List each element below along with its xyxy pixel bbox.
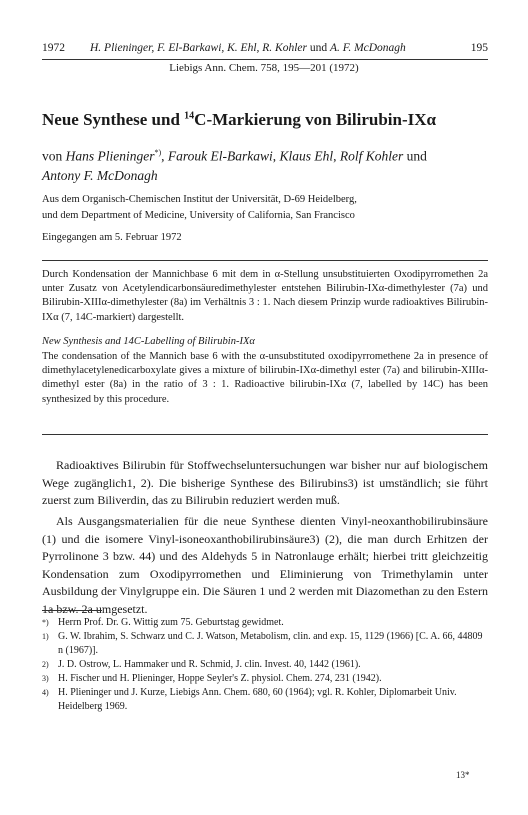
body-paragraph: Als Ausgangsmaterialien für die neue Synthese dienten Vinyl-neoxanthobilirubinsäure (1) und die isomere Vinyl-isoneoxanthobilirubinsäure3) (2), die man durch Erhitzen der Pyrrolinone 3 bzw. 44) und des Aldehyds 5 in Natronlauge erhält; hierbei tritt gleichzeitig Kondensation zum Oxodipyrromethen und Eliminierung von Trimethylamin unter Ausbildung der Vinylgruppe ein. Die Säuren 1 und 2 werden mit Diazomethan zu den Estern 1a bzw. 2a umgesetzt. xyxy=(42,514,488,616)
author-byline: von Hans Plieninger*), Farouk El-Barkawi, Klaus Ehl, Rolf Kohler und Antony F. McDonagh xyxy=(42,148,427,183)
footnote: 4) H. Plieninger und J. Kurze, Liebigs Ann. Chem. 680, 60 (1964); vgl. R. Kohler, Diplomarbeit Univ. Heidelberg 1969. xyxy=(42,687,457,712)
footnote: 3) H. Fischer und H. Plieninger, Hoppe Seyler's Z. physiol. Chem. 274, 231 (1942). xyxy=(42,673,382,684)
abstract-german: Durch Kondensation der Mannichbase 6 mit dem in α-Stellung unsubstituierten Oxodipyrromethen 2a unter Zusatz von Acetylendicarbonsäuredimethylester entstehen Bilirubin-IXα-dimethylester (7a) und Bilirubin-XIIIα-dimethylester (8a) im Verhältnis 3 : 1. Nach diesem Prinzip wurde radioaktives Bilirubin-IXα (7, 14C-markiert) dargestellt. xyxy=(42,269,488,323)
affiliation: Aus dem Organisch-Chemischen Institut der Universität, D-69 Heidelberg, und dem Department of Medicine, University of California, San Francisco xyxy=(42,194,357,221)
footnote: 1) G. W. Ibrahim, S. Schwarz und C. J. Watson, Metabolism, clin. and exp. 15, 1129 (1966) [C. A. 66, 44809 n (1967)]. xyxy=(42,631,483,656)
author-name: Antony F. McDonagh xyxy=(42,167,158,183)
received-date: Eingegangen am 5. Februar 1972 xyxy=(42,232,182,243)
body-paragraph: Radioaktives Bilirubin für Stoffwechseluntersuchungen war bisher nur auf biologischem Wege zugänglich1, 2). Die bisherige Synthese des Bilirubins3) ist umständlich; sie führt zuerst zum Biliverdin, das zu Bilirubin reduziert werden muß. xyxy=(42,458,488,507)
author-name: Rolf Kohler xyxy=(339,148,404,164)
abstract-rule-top xyxy=(42,260,488,261)
footnotes xyxy=(42,616,488,714)
abstract-english: The condensation of the Mannich base 6 with the α-unsubstituted oxodipyrromethene 2a in presence of dimethylacetylenedicarboxylate gives a mixture of bilirubin-IXα-dimethyl ester (7a) and bilirubin-XIIIα-dimethyl ester (8a) in the ratio of 3 : 1. Radioactive bilirubin-IXα (7, labelled by 14C) has been synthesized by this procedure. xyxy=(42,351,488,405)
header-authors: H. Plieninger, F. El-Barkawi, K. Ehl, R. Kohler und A. F. McDonagh xyxy=(90,42,406,54)
footnote-rule xyxy=(42,610,102,611)
abstract-rule-bottom xyxy=(42,434,488,435)
author-name: Klaus Ehl xyxy=(279,148,334,164)
article-title: Neue Synthese und $^{14}$C-Markierung von Bilirubin-IXα xyxy=(42,110,437,129)
author-name: Hans Plieninger xyxy=(65,148,155,164)
running-header xyxy=(42,42,488,58)
author-name: Farouk El-Barkawi xyxy=(167,148,273,164)
abstract-english-title: New Synthesis and 14C-Labelling of Bilirubin-IXα xyxy=(42,336,255,347)
footnote: 2) J. D. Ostrow, L. Hammaker und R. Schmid, J. clin. Invest. 40, 1442 (1961). xyxy=(42,659,361,670)
signature-mark: 13* xyxy=(456,770,470,780)
journal-citation: Liebigs Ann. Chem. 758, 195—201 (1972) xyxy=(169,62,359,74)
page-number-left: 1972 xyxy=(42,42,65,54)
footnote: *) Herrn Prof. Dr. G. Wittig zum 75. Geburtstag gewidmet. xyxy=(42,617,284,628)
header-rule xyxy=(42,59,488,60)
page-number-right: 195 xyxy=(470,42,488,54)
